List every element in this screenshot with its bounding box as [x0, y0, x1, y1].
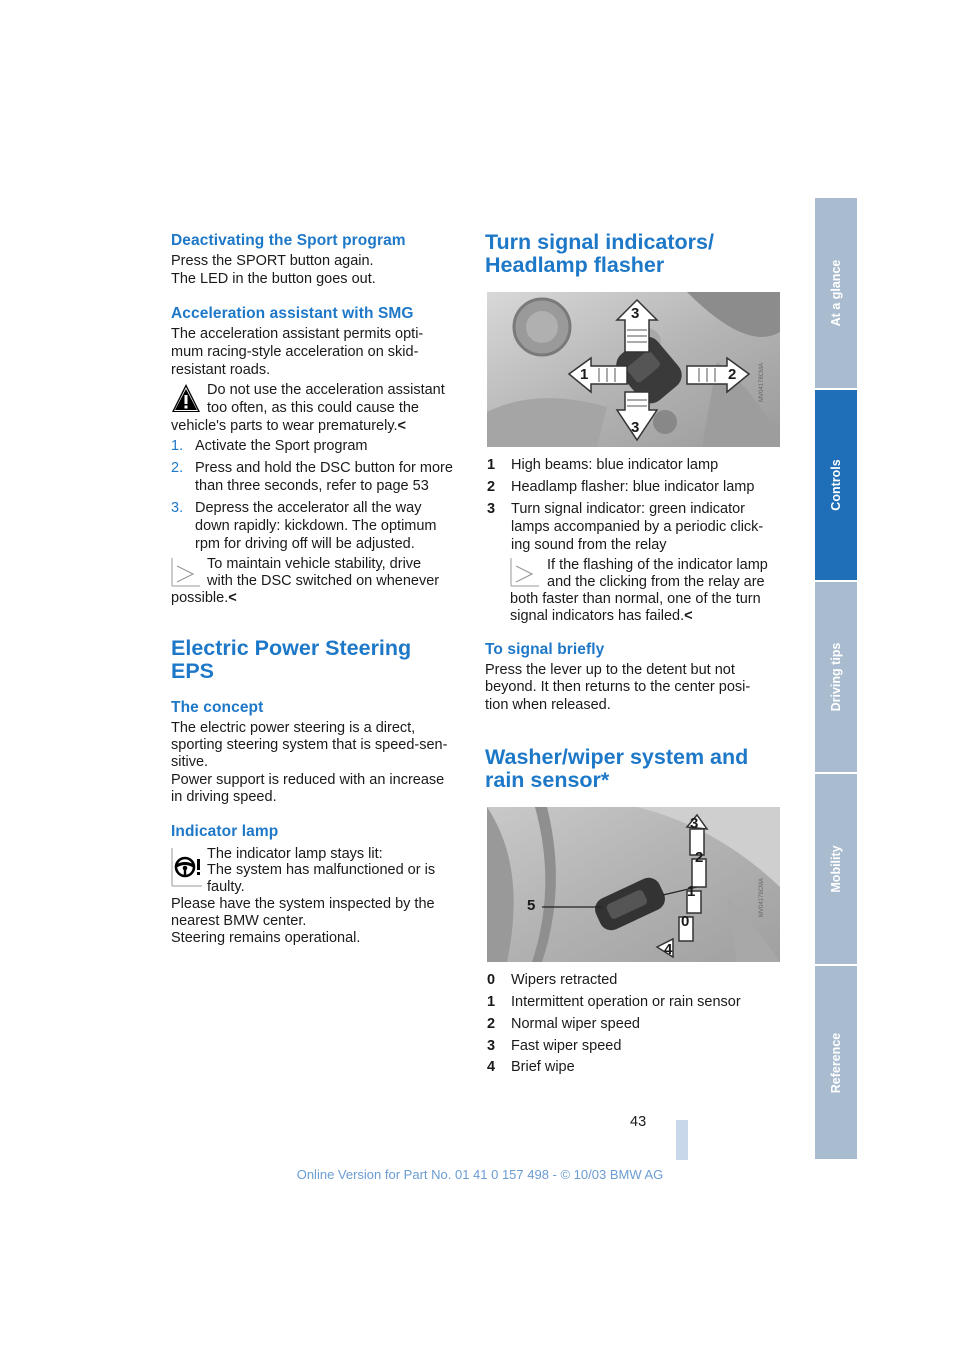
indicator-line-2: The system has malfunctioned or is [207, 862, 436, 878]
acc-text-3: resistant roads. [171, 362, 271, 378]
turn-label-3-top: 3 [631, 305, 640, 322]
wiper-image-code: MV04179CMA [759, 877, 765, 917]
legend-text: Brief wipe [511, 1059, 575, 1075]
tab-label: Mobility [829, 845, 843, 893]
eps-heading-1: Electric Power Steering [171, 636, 412, 660]
acc-text-1: The acceleration assistant permits opti- [171, 326, 424, 342]
concept-line-2: sporting steering system that is speed-sen- [171, 737, 448, 753]
wiper-legend-0 [487, 971, 787, 989]
indicator-line-5: nearest BMW center. [171, 913, 307, 929]
step-3 [171, 499, 471, 553]
wiper-label-0: 0 [681, 913, 690, 930]
flash-line-3: both faster than normal, one of the turn [510, 591, 761, 607]
turn-label-2: 2 [728, 366, 737, 383]
legend-number: 3 [487, 501, 496, 517]
tab-mobility[interactable] [815, 774, 857, 964]
warning-line-1: Do not use the acceleration assistant [207, 382, 445, 398]
turn-signal-heading-1: Turn signal indicators/ [485, 230, 714, 254]
turn-signal-lever-image [487, 292, 780, 447]
turn-legend-3 [487, 500, 787, 554]
acceleration-heading: Acceleration assistant with SMG [171, 305, 414, 322]
step-number: 1. [171, 438, 184, 454]
warning-line-3: vehicle's parts to wear prematurely.< [171, 418, 407, 434]
tab-label: At a glance [829, 259, 843, 327]
note-arrow-icon [510, 557, 540, 587]
indicator-line-1: The indicator lamp stays lit: [207, 846, 383, 862]
wiper-legend-2 [487, 1015, 787, 1033]
step-text: rpm for driving off will be adjusted. [195, 536, 415, 552]
brief-line-2: beyond. It then returns to the center posi- [485, 679, 751, 695]
turn-label-1: 1 [580, 366, 589, 383]
concept-line-5: in driving speed. [171, 789, 277, 805]
concept-line-3: sitive. [171, 754, 209, 770]
tab-at-a-glance[interactable] [815, 198, 857, 388]
wiper-label-4: 4 [664, 941, 673, 958]
note-line-3: possible.< [171, 590, 237, 606]
step-text: Depress the accelerator all the way [195, 500, 422, 516]
note-arrow-icon [171, 557, 201, 587]
legend-text: High beams: blue indicator lamp [511, 457, 719, 473]
steering-warning-icon [171, 847, 203, 887]
flash-line-4: signal indicators has failed.< [510, 608, 693, 624]
legend-number: 2 [487, 479, 496, 495]
wiper-heading-2: rain sensor* [485, 768, 610, 792]
wiper-legend-3 [487, 1037, 787, 1055]
tab-label: Driving tips [829, 642, 843, 712]
page-number: 43 [630, 1114, 647, 1130]
wiper-legend-4 [487, 1058, 787, 1076]
legend-text: Normal wiper speed [511, 1016, 640, 1032]
legend-number: 0 [487, 972, 496, 988]
tab-label: Reference [829, 1032, 843, 1093]
footer-text: Online Version for Part No. 01 41 0 157 498 - © 10/03 BMW AG [296, 1167, 664, 1182]
indicator-line-4: Please have the system inspected by the [171, 896, 435, 912]
legend-text: Fast wiper speed [511, 1038, 622, 1054]
page-marker-bar [676, 1120, 688, 1160]
step-1 [171, 437, 471, 455]
tab-driving-tips[interactable] [815, 582, 857, 772]
legend-text: Intermittent operation or rain sensor [511, 994, 741, 1010]
step-number: 2. [171, 460, 184, 476]
legend-text: Headlamp flasher: blue indicator lamp [511, 479, 755, 495]
turn-signal-heading-2: Headlamp flasher [485, 253, 665, 277]
warning-triangle-icon [171, 382, 201, 414]
tab-label: Controls [829, 459, 843, 511]
legend-text: Turn signal indicator: green indicator [511, 501, 746, 517]
warning-line-2: too often, as this could cause the [207, 400, 419, 416]
indicator-heading: Indicator lamp [171, 823, 279, 840]
concept-line-1: The electric power steering is a direct, [171, 720, 416, 736]
flash-line-1: If the flashing of the indicator lamp [547, 557, 768, 573]
concept-line-4: Power support is reduced with an increase [171, 772, 445, 788]
legend-number: 4 [487, 1059, 496, 1075]
step-text: Press and hold the DSC button for more [195, 460, 453, 476]
tab-reference[interactable] [815, 966, 857, 1159]
legend-number: 3 [487, 1038, 496, 1054]
legend-text: lamps accompanied by a periodic click- [511, 519, 764, 535]
deactivating-line-2: The LED in the button goes out. [171, 271, 376, 287]
wiper-label-5: 5 [527, 897, 536, 914]
legend-number: 1 [487, 457, 496, 473]
step-text: Activate the Sport program [195, 438, 368, 454]
brief-line-3: tion when released. [485, 697, 611, 713]
wiper-heading-1: Washer/wiper system and [485, 745, 749, 769]
note-line-1: To maintain vehicle stability, drive [207, 556, 422, 572]
concept-heading: The concept [171, 699, 264, 716]
step-number: 3. [171, 500, 184, 516]
wiper-label-2: 2 [695, 849, 704, 866]
turn-image-code: MV04178CMA [759, 362, 765, 402]
step-text: than three seconds, refer to page 53 [195, 478, 429, 494]
wiper-legend-1 [487, 993, 787, 1011]
turn-legend-1 [487, 456, 787, 474]
legend-text: Wipers retracted [511, 972, 618, 988]
eps-heading-2: EPS [171, 659, 215, 683]
indicator-line-3: faulty. [207, 879, 245, 895]
deactivating-line-1: Press the SPORT button again. [171, 253, 374, 269]
tab-controls[interactable] [815, 390, 857, 580]
step-2 [171, 459, 471, 495]
legend-number: 2 [487, 1016, 496, 1032]
legend-number: 1 [487, 994, 496, 1010]
note-line-2: with the DSC switched on whenever [207, 573, 440, 589]
acc-text-2: mum racing-style acceleration on skid- [171, 344, 419, 360]
turn-label-3-bottom: 3 [631, 419, 640, 436]
indicator-line-6: Steering remains operational. [171, 930, 361, 946]
turn-legend-2 [487, 478, 787, 496]
flash-line-2: and the clicking from the relay are [547, 574, 765, 590]
step-text: down rapidly: kickdown. The optimum [195, 518, 437, 534]
legend-text: ing sound from the relay [511, 537, 667, 553]
wiper-lever-image [487, 807, 780, 962]
deactivating-heading: Deactivating the Sport program [171, 232, 406, 249]
brief-line-1: Press the lever up to the detent but not [485, 662, 735, 678]
wiper-label-3: 3 [690, 815, 699, 832]
wiper-label-1: 1 [687, 883, 696, 900]
brief-heading: To signal briefly [485, 641, 605, 658]
